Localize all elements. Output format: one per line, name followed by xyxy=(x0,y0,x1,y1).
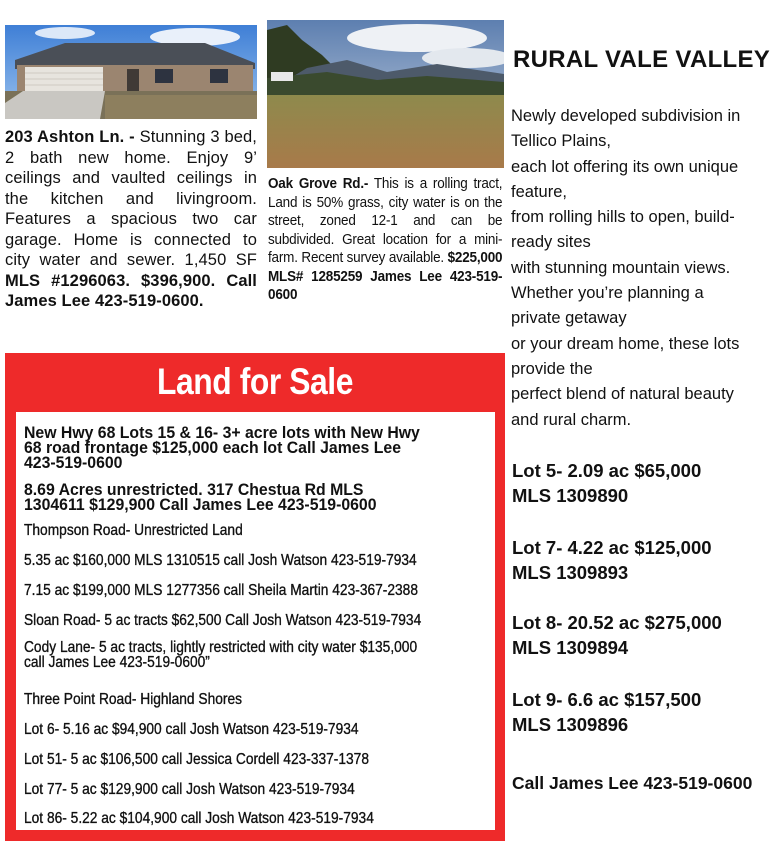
lot-mls: MLS 1309890 xyxy=(512,485,629,506)
lot-price: Lot 9- 6.6 ac $157,500 xyxy=(512,689,702,710)
listing-oak-grove-title: Oak Grove Rd.- xyxy=(268,176,369,192)
lot-77: Lot 77- 5 ac $129,900 call Josh Watson 423-519-7934 xyxy=(24,781,355,798)
listing-oak-grove xyxy=(268,175,502,305)
listing-ashton-mls: MLS #1296063. $396,900. Call James Lee 423-519-0600. xyxy=(5,271,257,310)
cody-lane-line-2: call James Lee 423-519-0600” xyxy=(24,654,210,671)
rural-line: private getaway xyxy=(511,309,627,328)
lot-price: Lot 8- 20.52 ac $275,000 xyxy=(512,612,722,633)
sloan-road: Sloan Road- 5 ac tracts $62,500 Call Josh Watson 423-519-7934 xyxy=(24,612,422,629)
rural-lot-9 xyxy=(512,687,701,737)
rural-line: ready sites xyxy=(511,233,591,252)
three-point-road: Three Point Road- Highland Shores xyxy=(24,691,242,708)
rural-vale-title: RURAL VALE VALLEY xyxy=(513,46,770,73)
chestua-line-1: 8.69 Acres unrestricted. 317 Chestua Rd MLS xyxy=(24,480,364,499)
rural-line: Newly developed subdivision in xyxy=(511,107,741,125)
rural-lot-8 xyxy=(512,610,722,660)
lot-mls: MLS 1309894 xyxy=(512,637,629,658)
rural-vale-description xyxy=(511,104,766,433)
rural-line: perfect blend of natural beauty xyxy=(511,385,734,404)
rural-line: and rural charm. xyxy=(511,410,632,429)
rural-lot-5 xyxy=(512,458,701,508)
house-photo xyxy=(5,25,257,119)
rural-lot-7 xyxy=(512,535,712,585)
lot-mls: MLS 1309896 xyxy=(512,714,629,735)
rural-line: feature, xyxy=(511,182,567,201)
hwy68-line-3: 423-519-0600 xyxy=(24,453,123,472)
thompson-road: Thompson Road- Unrestricted Land xyxy=(24,522,243,539)
lot-6: Lot 6- 5.16 ac $94,900 call Josh Watson 423-519-7934 xyxy=(24,721,359,738)
land-photo xyxy=(267,20,504,168)
rural-line: or your dream home, these lots xyxy=(511,334,740,353)
listing-ashton xyxy=(5,127,257,312)
listing-ashton-title: 203 Ashton Ln. - xyxy=(5,128,135,146)
land-for-sale-panel xyxy=(5,353,505,841)
lot-price: Lot 7- 4.22 ac $125,000 xyxy=(512,537,712,558)
chestua-line-2: 1304611 $129,900 Call James Lee 423-519-0600 xyxy=(24,495,377,514)
rural-line: provide the xyxy=(511,359,593,378)
hwy68-line-1: New Hwy 68 Lots 15 & 16- 3+ acre lots with New Hwy xyxy=(24,423,420,442)
rural-line: each lot offering its own unique xyxy=(511,157,739,176)
listing-oak-grove-mls: $225,000 MLS# 1285259 James Lee 423-519-0600 xyxy=(268,250,503,303)
hwy68-line-2: 68 road frontage $125,000 each lot Call James Lee xyxy=(24,438,401,457)
rural-line: from rolling hills to open, build- xyxy=(511,208,735,227)
land-listings-box xyxy=(16,412,495,830)
lot-mls: MLS 1309893 xyxy=(512,562,629,583)
cody-lane-line-1: Cody Lane- 5 ac tracts, lightly restricted with city water $135,000 xyxy=(24,639,418,656)
listing-ashton-body: Stunning 3 bed, 2 bath new home. Enjoy 9’ ceilings and vaulted ceilings in the kitchen and livingroom. Features a spacious two car garage. Home is connected to city water and sewer. 1,450 SF xyxy=(5,128,257,269)
land-for-sale-title: Land for Sale xyxy=(157,361,353,402)
rural-line: Tellico Plains, xyxy=(511,132,611,151)
thompson-lot-a: 5.35 ac $160,000 MLS 1310515 call Josh Watson 423-519-7934 xyxy=(24,552,417,569)
rural-line: with stunning mountain views. xyxy=(511,258,731,277)
lot-51: Lot 51- 5 ac $106,500 call Jessica Cordell 423-337-1378 xyxy=(24,751,369,768)
listing-oak-grove-body: This is a rolling tract, Land is 50% grass, city water is on the street, zoned 12-1 and can be subdivided. Great location for a mini-farm. Recent survey available. xyxy=(268,176,503,266)
rural-line: Whether you’re planning a xyxy=(511,284,704,303)
rural-contact: Call James Lee 423-519-0600 xyxy=(512,773,753,793)
lot-86: Lot 86- 5.22 ac $104,900 call Josh Watson 423-519-7934 xyxy=(24,810,374,827)
lot-price: Lot 5- 2.09 ac $65,000 xyxy=(512,460,702,481)
thompson-lot-b: 7.15 ac $199,000 MLS 1277356 call Sheila Martin 423-367-2388 xyxy=(24,582,418,599)
